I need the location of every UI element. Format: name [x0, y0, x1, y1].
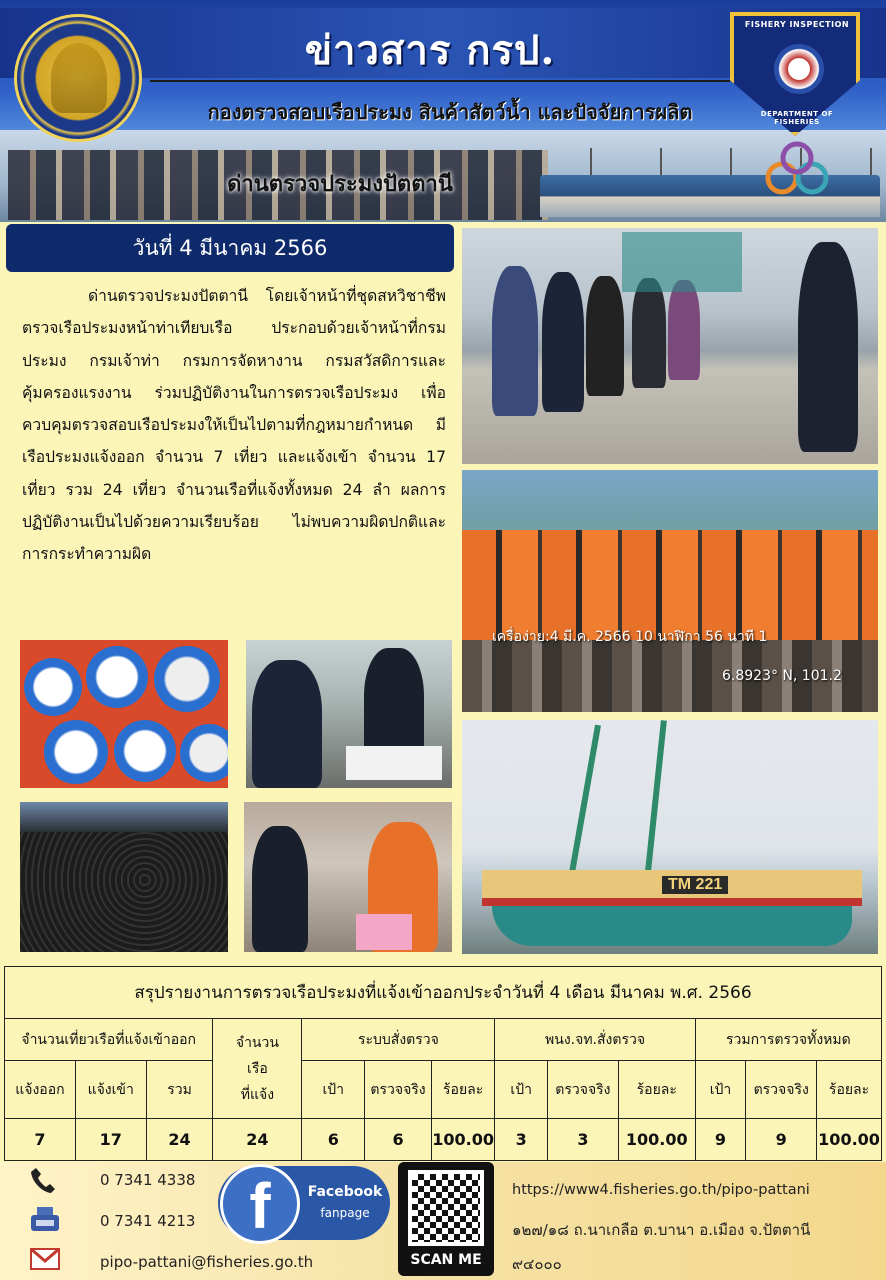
col-group-trips: จำนวนเที่ยวเรือที่แจ้งเข้าออก	[5, 1019, 213, 1061]
col-group-boats: จำนวน เรือ ที่แจ้ง	[213, 1019, 302, 1119]
fishing-net-photo	[20, 802, 228, 952]
table-row	[5, 1119, 882, 1161]
qr-label: SCAN ME	[410, 1252, 482, 1268]
val-sys-actual: 6	[365, 1119, 432, 1161]
val-tot-target: 9	[695, 1119, 746, 1161]
phone-icon	[30, 1166, 56, 1194]
photo-timestamp: เครื่อง่าย:4 มี.ค. 2566 10 นาฬิกา 56 นาที 1	[492, 629, 768, 645]
address-line2: ๙๔๐๐๐	[512, 1255, 562, 1273]
col-in: แจ้งเข้า	[75, 1061, 146, 1119]
table-title: สรุปรายงานการตรวจเรือประมงที่แจ้งเข้าออกประจำวันที่ 4 เดือน มีนาคม พ.ศ. 2566	[5, 967, 882, 1019]
val-boats: 24	[213, 1119, 302, 1161]
summary-table	[4, 966, 882, 1162]
inspection-team-photo	[462, 228, 878, 464]
val-off-percent: 100.00	[618, 1119, 695, 1161]
badge-text: FISHERY INSPECTION	[744, 20, 850, 29]
department-seal-logo	[14, 14, 142, 142]
col-tot-actual: ตรวจจริง	[746, 1061, 817, 1119]
col-sys-percent: ร้อยละ	[431, 1061, 494, 1119]
phone-number[interactable]: 0 7341 4338	[100, 1171, 196, 1189]
col-off-target: เป้า	[495, 1061, 548, 1119]
address-line1: ๑๒๗/๑๘ ถ.นาเกลือ ต.บานา อ.เมือง จ.ปัตตานี	[512, 1221, 811, 1239]
fax-number[interactable]: 0 7341 4213	[100, 1212, 196, 1230]
crew-document-photo	[244, 802, 452, 952]
val-off-target: 3	[495, 1119, 548, 1161]
col-tot-percent: ร้อยละ	[817, 1061, 882, 1119]
val-tot-percent: 100.00	[817, 1119, 882, 1161]
col-group-officer: พนง.จท.สั่งตรวจ	[495, 1019, 695, 1061]
ice-buckets-photo	[20, 640, 228, 788]
val-sum: 24	[146, 1119, 213, 1161]
badge-text-bottom: DEPARTMENT OF FISHERIES	[760, 110, 834, 126]
fishing-boat-photo	[462, 720, 878, 954]
facebook-label: Facebook	[307, 1184, 383, 1200]
website-link[interactable]: https://www4.fisheries.go.th/pipo-pattani	[512, 1182, 810, 1198]
fax-icon	[30, 1206, 60, 1232]
qr-code-icon	[408, 1170, 484, 1246]
knot-logo-icon	[758, 138, 836, 198]
val-off-actual: 3	[548, 1119, 619, 1161]
col-off-percent: ร้อยละ	[618, 1061, 695, 1119]
col-out: แจ้งออก	[5, 1061, 76, 1119]
email-address[interactable]: pipo-pattani@fisheries.go.th	[100, 1253, 314, 1271]
val-in: 17	[75, 1119, 146, 1161]
val-sys-target: 6	[302, 1119, 365, 1161]
col-sum: รวม	[146, 1061, 213, 1119]
col-group-system: ระบบสั่งตรวจ	[302, 1019, 495, 1061]
news-body-text: ด่านตรวจประมงปัตตานี โดยเจ้าหน้าที่ชุดสหวิชาชีพตรวจเรือประมงหน้าท่าเทียบเรือ ประกอบด้วยเจ้าหน้าที่กรมประมง กรมเจ้าท่า กรมการจัดหางาน กรมสวัสดิการและคุ้มครองแรงงาน ร่วมปฏิบัติงานในการตรวจเรือประมง เพื่อควบคุมตรวจสอบเรือประมงให้เป็นไปตามที่กฎหมายกำหนด มีเรือประมงแจ้งออก จำนวน 7 เที่ยว และแจ้งเข้า จำนวน 17 เที่ยว รวม 24 เที่ยว จำนวนเรือที่แจ้งทั้งหมด 24 ลำ ผลการปฏิบัติงานเป็นไปด้วยความเรียบร้อย ไม่พบความผิดปกติและการกระทำความผิด	[22, 287, 446, 564]
boat-registration: TM 221	[662, 876, 728, 894]
facebook-sublabel: fanpage	[320, 1206, 370, 1220]
col-tot-target: เป้า	[695, 1061, 746, 1119]
val-sys-percent: 100.00	[431, 1119, 494, 1161]
val-out: 7	[5, 1119, 76, 1161]
page-title: ข่าวสาร กรป.	[304, 27, 556, 74]
date-label: วันที่ 4 มีนาคม 2566	[6, 224, 454, 272]
email-icon	[30, 1248, 60, 1270]
page-subtitle: กองตรวจสอบเรือประมง สินค้าสัตว์น้ำ และปัจจัยการผลิต	[207, 100, 693, 124]
col-sys-actual: ตรวจจริง	[365, 1061, 432, 1119]
photo-coordinates: 6.8923° N, 101.2	[722, 668, 842, 684]
val-tot-actual: 9	[746, 1119, 817, 1161]
crew-inspection-photo	[462, 470, 878, 712]
title-divider	[150, 80, 730, 82]
col-off-actual: ตรวจจริง	[548, 1061, 619, 1119]
col-sys-target: เป้า	[302, 1061, 365, 1119]
col-group-total: รวมการตรวจทั้งหมด	[695, 1019, 881, 1061]
office-name: ด่านตรวจประมงปัตตานี	[227, 172, 453, 197]
news-body	[22, 280, 446, 571]
document-check-photo	[246, 640, 452, 788]
